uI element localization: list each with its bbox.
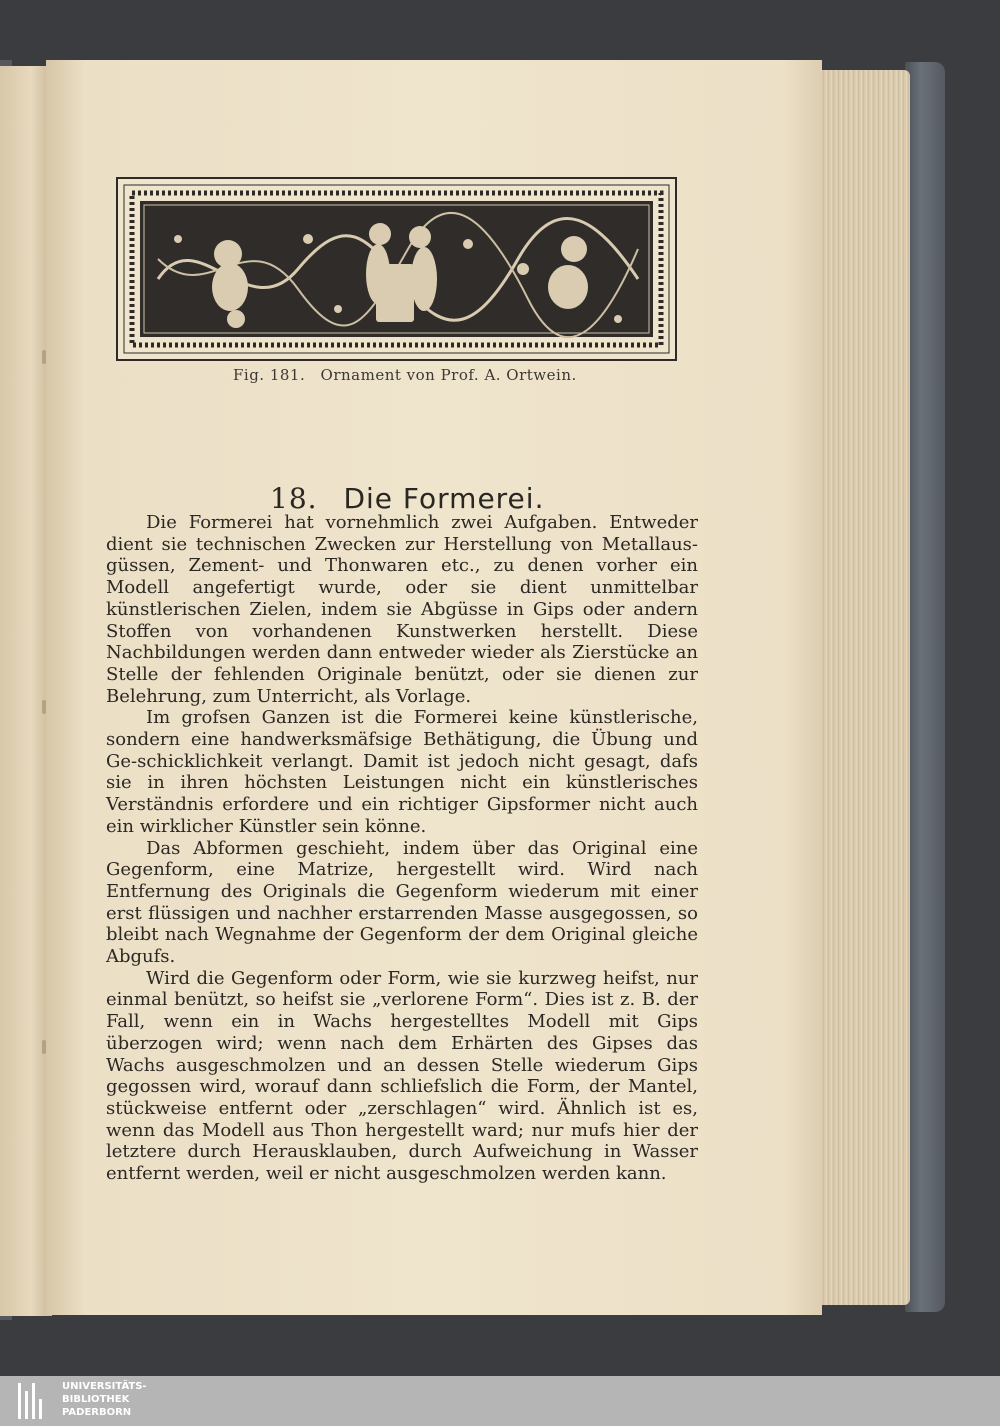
binding-hole — [42, 700, 46, 714]
body-text — [106, 512, 698, 1185]
paragraph: Im grofsen Ganzen ist die Formerei keine künstlerische, sondern eine handwerksmäfsige Bethätigung, die Übung und Ge-schicklichkeit verlangt. Damit ist jedoch nicht gesagt, dafs sie in ihren höchsten Leistungen nicht ein künstlerisches Verständnis erfordere und ein richtiger Gipsformer nicht auch ein wirklicher Künstler sein könne. — [106, 707, 698, 837]
paragraph: Das Abformen geschieht, indem über das Original eine Gegenform, eine Matrize, hergestellt wird. Wird nach Entfernung des Originals die Gegenform wiederum mit einer erst flüssigen und nachher erstarrenden Masse ausgegossen, so bleibt nach Wegnahme der Gegenform der dem Original gleiche Abgufs. — [106, 837, 698, 968]
binding-hole — [42, 350, 46, 364]
section-number: 18. — [270, 481, 318, 515]
left-page-edge — [0, 66, 52, 1316]
figure-label: Fig. 181. — [233, 366, 306, 384]
ornament-illustration — [116, 177, 677, 361]
library-name-line: UNIVERSITÄTS- — [62, 1381, 147, 1392]
paragraph: Die Formerei hat vornehmlich zwei Aufgaben. Entweder dient sie technischen Zwecken zur Herstellung von Metallaus-güssen, Zement- und Thonwaren etc., zu denen vorher ein Modell angefertigt wurde, oder sie dient unmittelbar künstlerischen Zielen, indem sie Abgüsse in Gips oder andern Stoffen von vorhandenen Kunstwerken herstellt. Diese Nachbildungen werden dann entweder wieder als Zierstücke an Stelle der fehlenden Originale benützt, oder sie dienen zur Belehrung, zum Unterricht, als Vorlage. — [106, 512, 698, 707]
section-heading — [270, 482, 590, 515]
paragraph: Wird die Gegenform oder Form, wie sie kurzweg heifst, nur einmal benützt, so heifst sie „verlorene Form“. Dies ist z. B. der Fall, wenn ein in Wachs hergestelltes Modell mit Gips überzogen wird; wenn nach dem Erhärten des Gipses das Wachs ausgeschmolzen und an dessen Stelle wiederum Gips gegossen wird, worauf dann schliefslich die Form, der Mantel, stückweise entfernt oder „zerschlagen“ wird. Ähnlich ist es, wenn das Modell aus Thon hergestellt ward; nur mufs hier der letztere durch Herausklauben, durch Aufweichung in Wasser entfernt werden, weil er nicht ausgeschmolzen werden kann. — [106, 967, 698, 1185]
library-logo-icon — [18, 1383, 54, 1419]
library-name-line: BIBLIOTHEK — [62, 1394, 130, 1405]
page-edges — [810, 70, 910, 1305]
figure-caption — [233, 366, 577, 384]
library-footer — [0, 1376, 1000, 1426]
figure-caption-text: Ornament von Prof. A. Ortwein. — [320, 366, 577, 384]
library-name — [62, 1380, 147, 1419]
binding-hole — [42, 1040, 46, 1054]
section-title: Die Formerei. — [343, 481, 545, 515]
library-name-line: PADERBORN — [62, 1407, 132, 1418]
right-book-cover — [905, 62, 945, 1312]
